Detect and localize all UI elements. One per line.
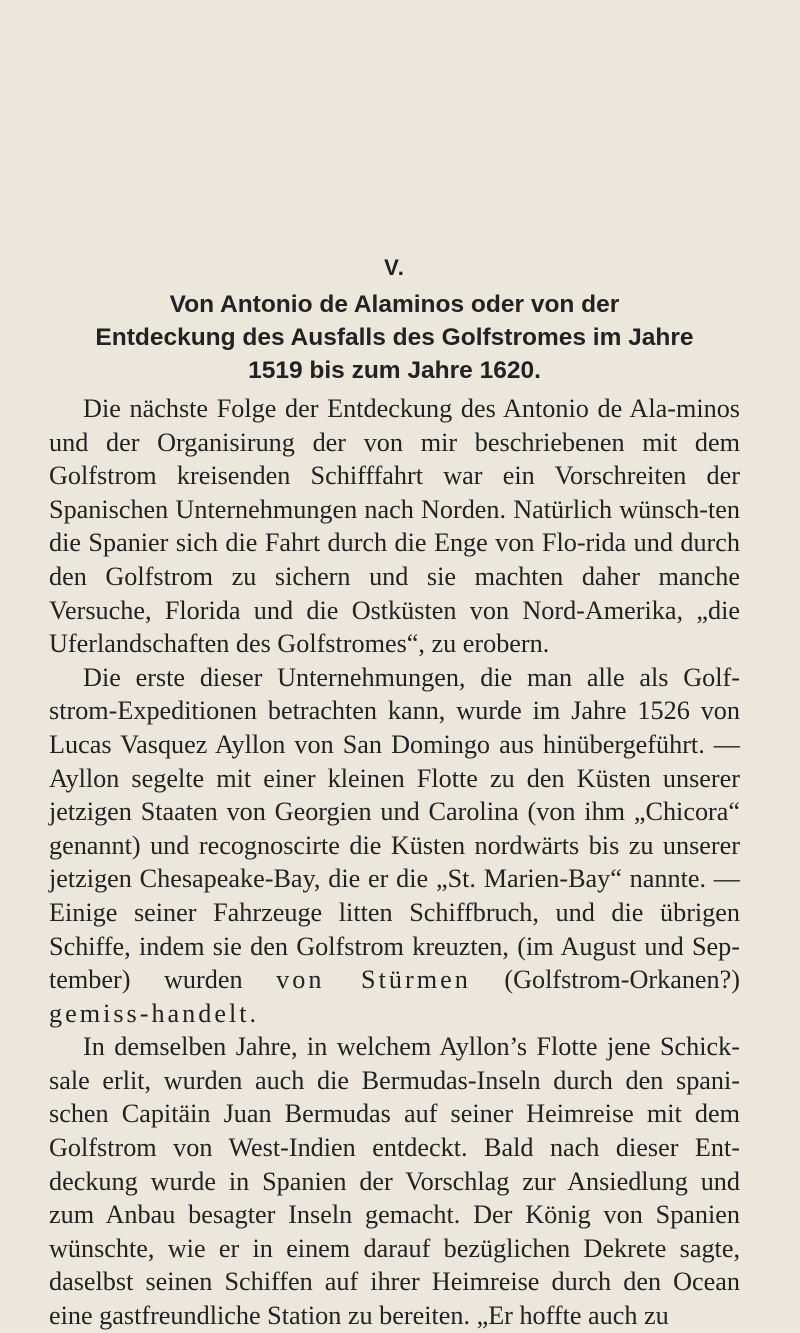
chapter-number: V. bbox=[384, 255, 405, 280]
page-content bbox=[49, 255, 740, 1333]
chapter-title-line-2: Entdeckung des Ausfalls des Golfstromes im Jahre bbox=[95, 324, 694, 351]
paragraph-1: Die nächste Folge der Entdeckung des Antonio de Ala-minos und der Organisirung der von mir beschriebenen mit dem Golfstrom kreisenden Schifffahrt war ein Vorschreiten der Spanischen Unternehmungen nach Norden. Natürlich wünsch-ten die Spanier sich die Fahrt durch die Enge von Flo-rida und durch den Golfstrom zu sichern und sie machten daher manche Versuche, Florida und die Ostküsten von Nord-Amerika, „die Uferlandschaften des Golfstromes“, zu erobern. bbox=[49, 394, 740, 659]
paragraph-2-spaced-1: von Stürmen bbox=[276, 965, 471, 995]
paragraph-2-text-before: Die erste dieser Unternehmungen, die man alle als Golf-strom-Expeditionen betrachten kann, wurde im Jahre 1526 von Lucas Vasquez Ayllon von San Domingo aus hinübergeführt. — Ayllon segelte mit einer kleinen Flotte zu den Küsten unserer jetzigen Staaten von Georgien und Carolina (von ihm „Chicora“ genannt) und recognoscirte die Küsten nordwärts bis zu unserer jetzigen Chesapeake-Bay, die er die „St. Marien-Bay“ nannte. — Einige seiner Fahrzeuge litten Schiffbruch, und die übrigen Schiffe, indem sie den Golfstrom kreuzten, (im August und Sep-tember) wurden bbox=[49, 662, 740, 995]
chapter-title-line-1: Von Antonio de Alaminos oder von der bbox=[169, 291, 620, 318]
chapter-title-line-3: 1519 bis zum Jahre 1620. bbox=[248, 357, 541, 384]
paragraph-3: In demselben Jahre, in welchem Ayllon’s Flotte jene Schick-sale erlit, wurden auch die Bermudas-Inseln durch den spani-schen Capitäin Juan Bermudas auf seiner Heimreise mit dem Golfstrom von West-Indien entdeckt. Bald nach dieser Ent-deckung wurde in Spanien der Vorschlag zur Ansiedlung und zum Anbau besagter Inseln gemacht. Der König von Spanien wünschte, wie er in einem darauf bezüglichen Dekrete sagte, daselbst seinen Schiffen auf ihrer Heimreise durch den Ocean eine gastfreundliche Station zu bereiten. „Er hoffte auch zu bbox=[49, 1032, 740, 1331]
paragraph-2-text-middle: (Golfstrom-Orkanen?) bbox=[470, 965, 740, 995]
paragraph-2-text-after: . bbox=[249, 998, 257, 1028]
paragraph-2 bbox=[49, 661, 740, 1031]
chapter-title bbox=[49, 288, 740, 387]
paragraph-2-spaced-2: gemiss-handelt bbox=[49, 998, 250, 1028]
